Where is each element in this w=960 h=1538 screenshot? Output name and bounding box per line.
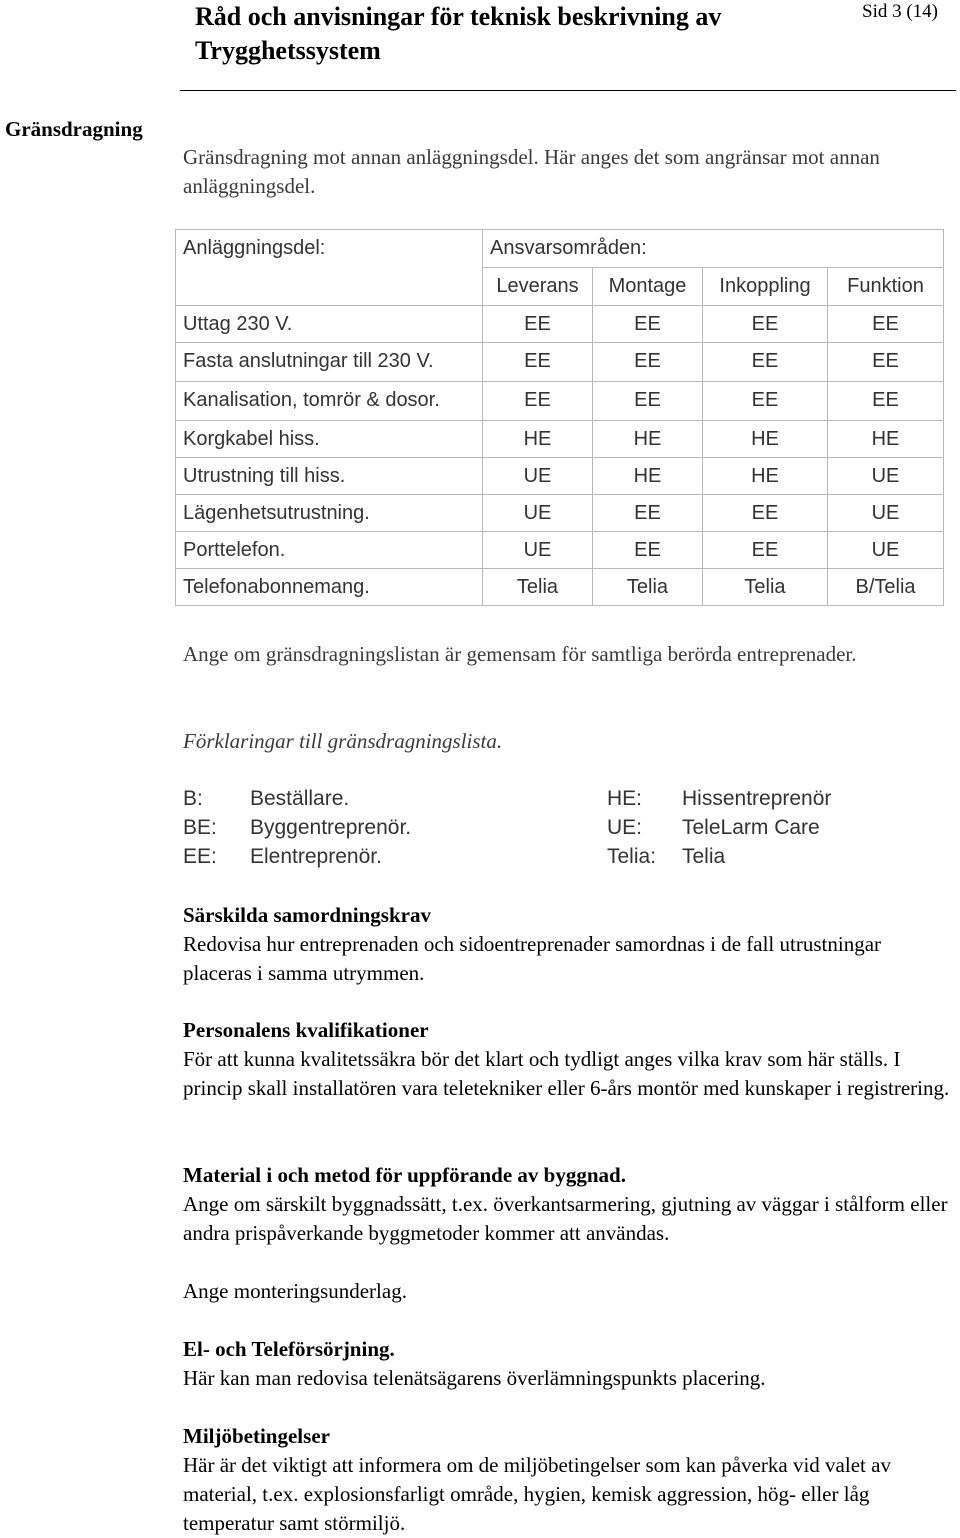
note-common-list: Ange om gränsdragningslistan är gemensam för samtliga berörda entreprenader. — [183, 642, 857, 666]
table-subheader: Montage — [593, 268, 703, 306]
table-row — [176, 495, 944, 532]
table-cell: UE — [828, 532, 944, 569]
text-el-tele: Här kan man redovisa telenätsägarens överlämningspunkts placering. — [183, 1366, 766, 1390]
legend-key: B: — [183, 787, 203, 810]
table-cell: EE — [703, 343, 828, 382]
table-cell: EE — [703, 306, 828, 343]
explanations-title: Förklaringar till gränsdragningslista. — [183, 729, 503, 753]
table-subheader: Inkoppling — [703, 268, 828, 306]
section-heading-gransdragning: Gränsdragning — [5, 117, 143, 141]
heading-samordningskrav: Särskilda samordningskrav — [183, 903, 431, 927]
table-cell-part: Kanalisation, tomrör & dosor. — [176, 382, 483, 421]
table-cell: UE — [483, 532, 593, 569]
table-cell: EE — [483, 382, 593, 421]
table-header-empty — [176, 268, 483, 306]
table-cell: EE — [703, 495, 828, 532]
table-cell: EE — [703, 532, 828, 569]
legend-key: UE: — [607, 816, 643, 839]
text-monteringsunderlag: Ange monteringsunderlag. — [183, 1279, 407, 1303]
table-cell: EE — [828, 343, 944, 382]
table-row — [176, 382, 944, 421]
table-cell: EE — [703, 382, 828, 421]
table-cell: EE — [593, 306, 703, 343]
table-cell: EE — [593, 343, 703, 382]
text-material-metod: Ange om särskilt byggnadssätt, t.ex. överkantsarmering, gjutning av väggar i stålform eller andra prispåverkande byggmetoder kommer att användas. — [183, 1192, 948, 1245]
table-cell-part: Porttelefon. — [176, 532, 483, 569]
table-cell: EE — [483, 343, 593, 382]
table-cell: EE — [593, 532, 703, 569]
legend-item — [607, 784, 947, 813]
table-header-group: Ansvarsområden: — [483, 230, 944, 268]
table-cell: EE — [828, 382, 944, 421]
table-header-part: Anläggningsdel: — [176, 230, 483, 268]
table-cell: Telia — [483, 569, 593, 606]
legend-item — [607, 842, 947, 871]
legend-item — [183, 842, 583, 871]
legend-key: EE: — [183, 845, 217, 868]
heading-kvalifikationer: Personalens kvalifikationer — [183, 1018, 429, 1042]
text-samordningskrav: Redovisa hur entreprenaden och sidoentreprenader samordnas i de fall utrustningar placeras i samma utrymmen. — [183, 932, 882, 985]
legend-left — [183, 784, 583, 874]
legend-item — [183, 784, 583, 813]
table-cell: EE — [483, 306, 593, 343]
table-cell: UE — [828, 458, 944, 495]
table-cell: Telia — [593, 569, 703, 606]
table-cell: Telia — [703, 569, 828, 606]
table-row — [176, 421, 944, 458]
table-cell-part: Korgkabel hiss. — [176, 421, 483, 458]
heading-el-tele: El- och Teleförsörjning. — [183, 1337, 395, 1361]
table-cell-part: Utrustning till hiss. — [176, 458, 483, 495]
table-subheader: Leverans — [483, 268, 593, 306]
table-subheader: Funktion — [828, 268, 944, 306]
table-cell-part: Uttag 230 V. — [176, 306, 483, 343]
legend-right — [607, 784, 947, 874]
heading-miljo: Miljöbetingelser — [183, 1424, 330, 1448]
table-row — [176, 343, 944, 382]
intro-paragraph: Gränsdragning mot annan anläggningsdel. Här anges det som angränsar mot annan anläggningsdel. — [183, 145, 880, 198]
page-number: Sid 3 (14) — [862, 1, 938, 22]
table-cell: HE — [593, 421, 703, 458]
table-cell: UE — [483, 495, 593, 532]
table-row — [176, 569, 944, 606]
legend-key: Telia: — [607, 845, 657, 868]
table-cell: EE — [593, 382, 703, 421]
legend-item — [183, 813, 583, 842]
table-row — [176, 458, 944, 495]
heading-material-metod: Material i och metod för uppförande av byggnad. — [183, 1163, 626, 1187]
header-divider — [180, 90, 956, 91]
table-cell: UE — [828, 495, 944, 532]
legend-value: Elentreprenör. — [250, 845, 382, 868]
table-cell: HE — [483, 421, 593, 458]
table-cell: HE — [703, 421, 828, 458]
legend-key: BE: — [183, 816, 217, 839]
table-row — [176, 532, 944, 569]
legend-value: Telia — [682, 845, 726, 868]
responsibility-table — [175, 229, 944, 606]
table-cell-part: Fasta anslutningar till 230 V. — [176, 343, 483, 382]
legend-item — [607, 813, 947, 842]
table-cell-part: Telefonabonnemang. — [176, 569, 483, 606]
table-cell: EE — [828, 306, 944, 343]
text-miljo: Här är det viktigt att informera om de miljöbetingelser som kan påverka vid valet av material, t.ex. explosionsfarligt område, hygien, kemisk aggression, hög- eller låg temperatur samt störmiljö. — [183, 1453, 891, 1535]
document-title: Råd och anvisningar för teknisk beskrivning av Trygghetssystem — [195, 2, 722, 65]
legend-value: Hissentreprenör — [682, 787, 832, 810]
table-cell: HE — [593, 458, 703, 495]
table-cell: UE — [483, 458, 593, 495]
table-row — [176, 306, 944, 343]
table-cell: B/Telia — [828, 569, 944, 606]
legend-key: HE: — [607, 787, 643, 810]
legend-value: Beställare. — [250, 787, 350, 810]
table-cell: EE — [593, 495, 703, 532]
legend-value: Byggentreprenör. — [250, 816, 412, 839]
table-cell: HE — [703, 458, 828, 495]
legend-value: TeleLarm Care — [682, 816, 820, 839]
text-kvalifikationer: För att kunna kvalitetssäkra bör det klart och tydligt anges vilka krav som här ställs. I princip skall installatören vara teletekniker eller 6-års montör med kunskaper i registrering. — [183, 1047, 950, 1100]
table-cell-part: Lägenhetsutrustning. — [176, 495, 483, 532]
table-cell: HE — [828, 421, 944, 458]
